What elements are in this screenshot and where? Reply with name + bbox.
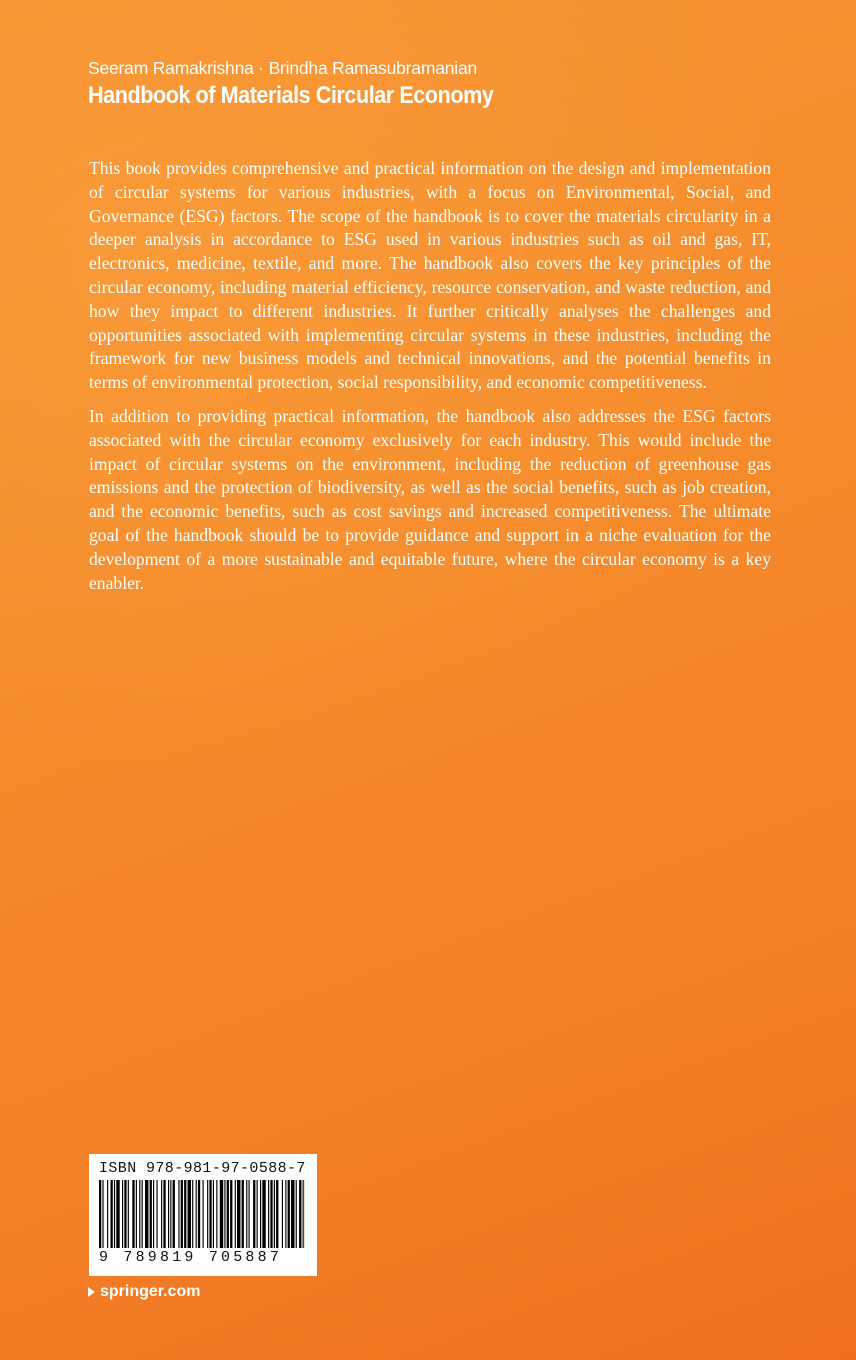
barcode-bar xyxy=(268,1180,269,1248)
barcode-bar xyxy=(124,1180,126,1248)
barcode-bars xyxy=(99,1180,305,1248)
barcode-bar xyxy=(116,1180,119,1248)
play-arrow-icon xyxy=(88,1287,95,1297)
barcode-bar xyxy=(299,1180,301,1248)
publisher-link[interactable] xyxy=(88,1283,200,1301)
barcode-bar xyxy=(122,1180,123,1248)
barcode-bar xyxy=(230,1180,232,1248)
barcode-bar xyxy=(288,1180,290,1248)
barcode-bar xyxy=(246,1180,247,1248)
barcode-bar xyxy=(224,1180,225,1248)
barcode-bar xyxy=(114,1180,115,1248)
barcode-bar xyxy=(276,1180,278,1248)
description-paragraph-2: In addition to providing practical information, the handbook also addresses the ESG factors associated with the circular economy exclusively for each industry. This would include the impact of circular systems on the environment, including the reduction of greenhouse gas emissions and the protection of biodiversity, as well as the social benefits, such as job creation, and the economic benefits, such as cost savings and increased competitiveness. The ultimate goal of the handbook should be to provide guidance and support in a niche evaluation for the development of a more sustainable and equitable future, where the circular economy is a key enabler. xyxy=(89,405,771,593)
barcode-bar xyxy=(203,1180,204,1248)
barcode-bar xyxy=(111,1180,113,1248)
barcode-bar xyxy=(220,1180,223,1248)
barcode-bar xyxy=(168,1180,169,1248)
barcode-bar xyxy=(178,1180,179,1248)
barcode-bar xyxy=(132,1180,134,1248)
barcode-bar xyxy=(163,1180,165,1248)
barcode-bar xyxy=(285,1180,286,1248)
barcode-bar xyxy=(192,1180,193,1248)
barcode-bar xyxy=(262,1180,265,1248)
barcode-bar xyxy=(207,1180,208,1248)
publisher-url: springer.com xyxy=(100,1283,201,1300)
barcode-bar xyxy=(153,1180,154,1248)
barcode-bar xyxy=(145,1180,148,1248)
barcode-bar xyxy=(136,1180,137,1248)
barcode-bar xyxy=(253,1180,255,1248)
barcode-bar xyxy=(235,1180,236,1248)
isbn-number: ISBN 978-981-97-0588-7 xyxy=(99,1160,306,1177)
isbn-barcode xyxy=(89,1154,317,1276)
barcode-bar xyxy=(237,1180,240,1248)
book-title: Handbook of Materials Circular Economy xyxy=(88,82,494,109)
barcode-bar xyxy=(270,1180,272,1248)
barcode-bar xyxy=(296,1180,297,1248)
barcode-bar xyxy=(196,1180,197,1248)
barcode-bar xyxy=(213,1180,214,1248)
barcode-bar xyxy=(99,1180,101,1248)
barcode-bar xyxy=(242,1180,244,1248)
barcode-bar xyxy=(291,1180,294,1248)
barcode-bar xyxy=(184,1180,186,1248)
barcode-bar xyxy=(303,1180,304,1248)
barcode-bar xyxy=(188,1180,191,1248)
book-description xyxy=(89,157,771,605)
barcode-bar xyxy=(161,1180,162,1248)
description-paragraph-1: This book provides comprehensive and practical information on the design and implementation of circular systems for various industries, with a focus on Environmental, Social, and Governance (ESG) factors. The scope of the handbook is to cover the materials circularity in a deeper analysis in accordance to ESG used in various industries such as oil and gas, IT, electronics, medicine, textile, and more. The handbook also covers the key principles of the circular economy, including material efficiency, resource conservation, and waste reduction, and how they impact to different industries. It further critically analyses the challenges and opportunities associated with implementing circular systems in these industries, including the framework for new business models and technical innovations, and the potential benefits in terms of environmental protection, social responsibility, and economic competitiveness. xyxy=(89,158,771,393)
barcode-bar xyxy=(107,1180,108,1248)
barcode-digits: 9 789819 705887 xyxy=(99,1249,283,1266)
barcode-bar xyxy=(282,1180,283,1248)
barcode-bar xyxy=(139,1180,140,1248)
barcode-bar xyxy=(150,1180,152,1248)
barcode-bar xyxy=(173,1180,175,1248)
barcode-bar xyxy=(170,1180,171,1248)
barcode-bar xyxy=(274,1180,275,1248)
barcode-bar xyxy=(157,1180,158,1248)
barcode-bar xyxy=(260,1180,261,1248)
barcode-bar xyxy=(128,1180,129,1248)
barcode-bar xyxy=(257,1180,258,1248)
barcode-bar xyxy=(181,1180,183,1248)
authors-line: Seeram Ramakrishna · Brindha Ramasubramanian xyxy=(88,58,478,78)
barcode-bar xyxy=(227,1180,229,1248)
barcode-bar xyxy=(216,1180,217,1248)
barcode-bar xyxy=(198,1180,200,1248)
barcode-bar xyxy=(209,1180,211,1248)
barcode-bar xyxy=(142,1180,143,1248)
barcode-bar xyxy=(102,1180,103,1248)
barcode-bar xyxy=(249,1180,250,1248)
